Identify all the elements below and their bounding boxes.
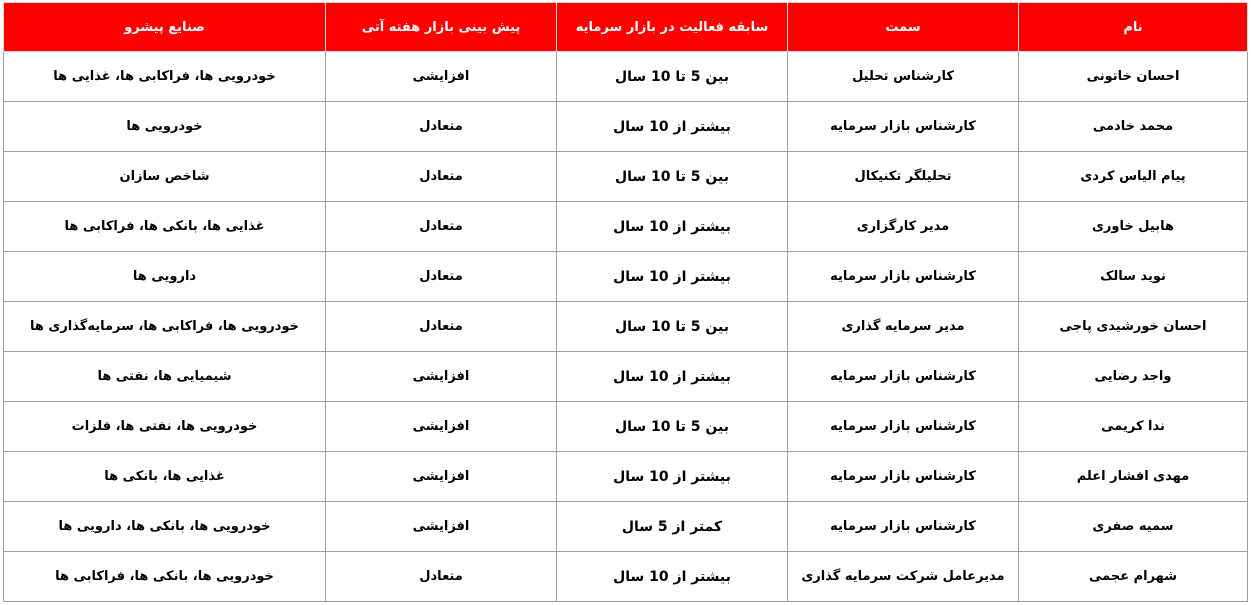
cell-role: مدیر سرمایه گذاری [788, 302, 1019, 352]
table-row [4, 502, 1248, 552]
cell-name: ندا کریمی [1019, 402, 1248, 452]
cell-experience: بین 5 تا 10 سال [557, 52, 788, 102]
cell-role: مدیر کارگزاری [788, 202, 1019, 252]
cell-name: محمد خادمی [1019, 102, 1248, 152]
cell-experience: بیشتر از 10 سال [557, 452, 788, 502]
cell-industries: دارویی ها [4, 252, 326, 302]
cell-name: پیام الیاس کردی [1019, 152, 1248, 202]
cell-industries: خودرویی ها [4, 102, 326, 152]
cell-forecast: متعادل [326, 102, 557, 152]
cell-forecast: متعادل [326, 252, 557, 302]
table-body [4, 52, 1248, 602]
cell-name: شهرام عجمی [1019, 552, 1248, 602]
cell-experience: بیشتر از 10 سال [557, 202, 788, 252]
table-row [4, 102, 1248, 152]
cell-role: کارشناس بازار سرمایه [788, 102, 1019, 152]
cell-forecast: متعادل [326, 152, 557, 202]
cell-industries: خودرویی ها، نفتی ها، فلزات [4, 402, 326, 452]
table-row [4, 552, 1248, 602]
cell-role: کارشناس بازار سرمایه [788, 402, 1019, 452]
table-row [4, 152, 1248, 202]
cell-industries: غذایی ها، بانکی ها [4, 452, 326, 502]
cell-forecast: متعادل [326, 552, 557, 602]
header-role: سمت [788, 3, 1019, 52]
cell-experience: بیشتر از 10 سال [557, 552, 788, 602]
cell-experience: کمتر از 5 سال [557, 502, 788, 552]
cell-industries: خودرویی ها، فراکابی ها، غذایی ها [4, 52, 326, 102]
header-forecast: پیش بینی بازار هفته آتی [326, 3, 557, 52]
cell-name: مهدی افشار اعلم [1019, 452, 1248, 502]
table-row [4, 252, 1248, 302]
cell-industries: خودرویی ها، بانکی ها، فراکابی ها [4, 552, 326, 602]
forecast-table [3, 2, 1248, 602]
cell-industries: شیمیایی ها، نفتی ها [4, 352, 326, 402]
table-header [4, 3, 1248, 52]
header-row [4, 3, 1248, 52]
cell-forecast: افزایشی [326, 452, 557, 502]
cell-role: کارشناس بازار سرمایه [788, 352, 1019, 402]
table-container [3, 2, 1247, 602]
cell-experience: بیشتر از 10 سال [557, 352, 788, 402]
table-row [4, 202, 1248, 252]
cell-forecast: متعادل [326, 302, 557, 352]
cell-name: واجد رضایی [1019, 352, 1248, 402]
cell-name: احسان خورشیدی پاجی [1019, 302, 1248, 352]
cell-experience: بیشتر از 10 سال [557, 102, 788, 152]
cell-role: کارشناس بازار سرمایه [788, 502, 1019, 552]
cell-experience: بین 5 تا 10 سال [557, 302, 788, 352]
cell-forecast: متعادل [326, 202, 557, 252]
cell-role: کارشناس بازار سرمایه [788, 252, 1019, 302]
table-row [4, 352, 1248, 402]
header-experience: سابقه فعالیت در بازار سرمایه [557, 3, 788, 52]
cell-role: کارشناس بازار سرمایه [788, 452, 1019, 502]
cell-name: احسان خاتونی [1019, 52, 1248, 102]
cell-name: هابیل خاوری [1019, 202, 1248, 252]
cell-forecast: افزایشی [326, 402, 557, 452]
cell-role: کارشناس تحلیل [788, 52, 1019, 102]
cell-industries: خودرویی ها، بانکی ها، دارویی ها [4, 502, 326, 552]
cell-name: سمیه صفری [1019, 502, 1248, 552]
table-row [4, 452, 1248, 502]
cell-forecast: افزایشی [326, 52, 557, 102]
cell-role: مدیرعامل شرکت سرمایه گذاری [788, 552, 1019, 602]
cell-name: نوید سالک [1019, 252, 1248, 302]
cell-industries: غذایی ها، بانکی ها، فراکابی ها [4, 202, 326, 252]
header-name: نام [1019, 3, 1248, 52]
cell-experience: بین 5 تا 10 سال [557, 402, 788, 452]
header-industries: صنایع پیشرو [4, 3, 326, 52]
table-row [4, 302, 1248, 352]
cell-experience: بین 5 تا 10 سال [557, 152, 788, 202]
cell-industries: شاخص سازان [4, 152, 326, 202]
table-row [4, 52, 1248, 102]
cell-industries: خودرویی ها، فراکابی ها، سرمایه‌گذاری ها [4, 302, 326, 352]
cell-role: تحلیلگر تکنیکال [788, 152, 1019, 202]
cell-forecast: افزایشی [326, 352, 557, 402]
cell-experience: بیشتر از 10 سال [557, 252, 788, 302]
cell-forecast: افزایشی [326, 502, 557, 552]
table-row [4, 402, 1248, 452]
